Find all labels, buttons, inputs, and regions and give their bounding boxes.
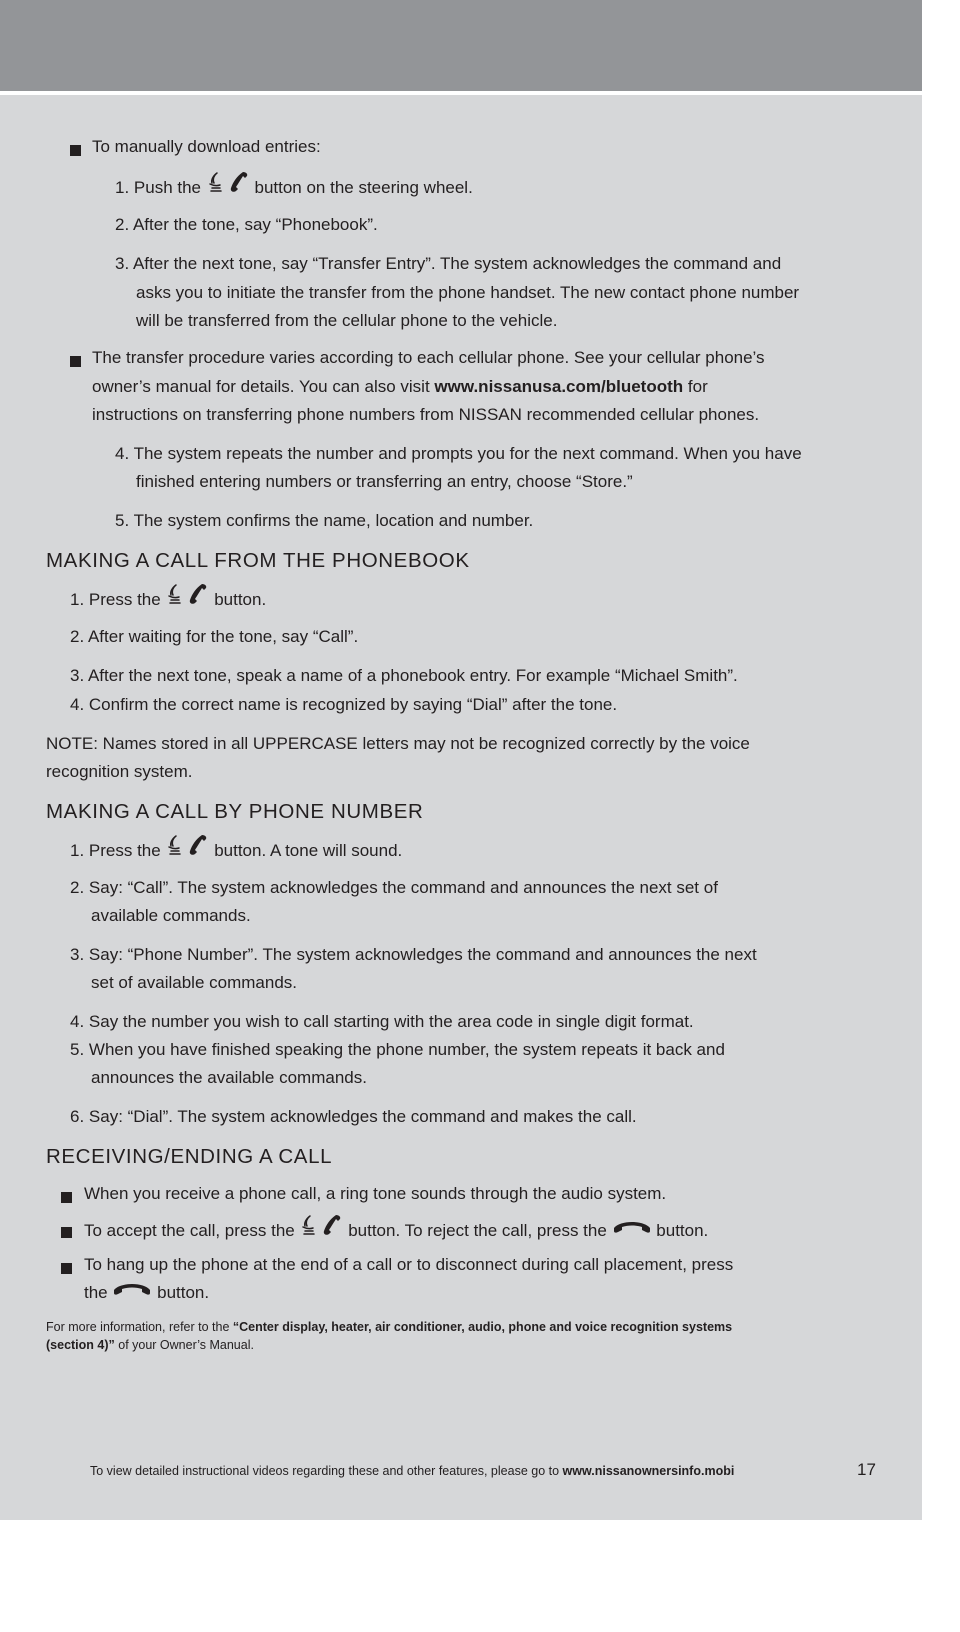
manual-step-3-line-2: asks you to initiate the transfer from the phone handset. The new contact phone number (136, 283, 800, 302)
voice-phone-icon (165, 583, 209, 612)
number-step-6: 6. Say: “Dial”. The system acknowledges the command and makes the call. (70, 1107, 637, 1126)
header-band (0, 0, 922, 91)
manual-step-4-line-1: 4. The system repeats the number and prompts you for the next command. When you have (115, 444, 802, 463)
step-text: button. A tone will sound. (214, 840, 403, 860)
manual-download-intro: To manually download entries: (92, 137, 321, 156)
section-heading-phone-number: MAKING A CALL BY PHONE NUMBER (46, 800, 424, 823)
section-heading-receiving: RECEIVING/ENDING A CALL (46, 1145, 333, 1168)
number-step-5-line-2: announces the available commands. (91, 1068, 367, 1087)
receiving-text: button. To reject the call, press the (348, 1220, 607, 1240)
step-text: 1. Push the (115, 177, 202, 197)
phonebook-step-3: 3. After the next tone, speak a name of a phonebook entry. For example “Michael Smith”. (70, 666, 738, 685)
step-text: button on the steering wheel. (254, 177, 473, 197)
number-step-2-line-1: 2. Say: “Call”. The system acknowledges the command and announces the next set of (70, 878, 718, 897)
phonebook-step-4: 4. Confirm the correct name is recognized by saying “Dial” after the tone. (70, 695, 618, 714)
transfer-note-line-2 (92, 375, 708, 399)
transfer-note-text: owner’s manual for details. You can also visit (92, 377, 430, 396)
receiving-text: To accept the call, press the (84, 1220, 295, 1240)
receiving-bullet-3-line-2 (84, 1281, 209, 1306)
number-step-1 (70, 837, 402, 866)
more-info-line-1 (46, 1318, 732, 1336)
step-text: 1. Press the (70, 589, 161, 609)
receiving-text: button. (157, 1283, 210, 1302)
section-heading-phonebook: MAKING A CALL FROM THE PHONEBOOK (46, 549, 470, 572)
voice-phone-icon (299, 1214, 343, 1243)
footer-note (90, 1462, 734, 1480)
bullet-square (61, 1192, 72, 1203)
manual-step-1 (115, 174, 473, 203)
bullet-square (61, 1263, 72, 1274)
footer-text: To view detailed instructional videos regarding these and other features, please go to (90, 1464, 560, 1478)
receiving-text: button. (656, 1220, 709, 1240)
more-info-text: of your Owner’s Manual. (118, 1338, 254, 1352)
phonebook-step-1 (70, 586, 266, 615)
more-info-reference: (section 4)” (46, 1338, 115, 1352)
manual-step-3-line-3: will be transferred from the cellular phone to the vehicle. (136, 311, 558, 330)
number-step-3-line-2: set of available commands. (91, 973, 297, 992)
bullet-square (70, 356, 81, 367)
manual-step-4-line-2: finished entering numbers or transferring an entry, choose “Store.” (136, 472, 633, 491)
phonebook-note-line-1: NOTE: Names stored in all UPPERCASE letters may not be recognized correctly by the voice (46, 734, 750, 753)
hang-up-icon (612, 1217, 652, 1241)
bullet-square (70, 145, 81, 156)
number-step-4: 4. Say the number you wish to call starting with the area code in single digit format. (70, 1012, 694, 1031)
receiving-text: the (84, 1283, 108, 1302)
transfer-note-line-1: The transfer procedure varies according to each cellular phone. See your cellular phone’s (92, 348, 765, 367)
more-info-reference: “Center display, heater, air conditioner, audio, phone and voice recognition systems (232, 1320, 733, 1334)
manual-step-5: 5. The system confirms the name, location and number. (115, 511, 534, 530)
transfer-note-text: for (687, 377, 708, 396)
number-step-3-line-1: 3. Say: “Phone Number”. The system acknowledges the command and announces the next (70, 945, 757, 964)
footer-url-link[interactable]: www.nissanownersinfo.mobi (562, 1464, 735, 1478)
receiving-bullet-1: When you receive a phone call, a ring tone sounds through the audio system. (84, 1184, 667, 1203)
content-panel (0, 95, 922, 1520)
more-info-text: For more information, refer to the (46, 1320, 230, 1334)
manual-step-2: 2. After the tone, say “Phonebook”. (115, 215, 378, 234)
hang-up-icon (112, 1279, 152, 1303)
more-info-line-2 (46, 1336, 254, 1354)
number-step-5-line-1: 5. When you have finished speaking the phone number, the system repeats it back and (70, 1040, 725, 1059)
phonebook-step-2: 2. After waiting for the tone, say “Call”. (70, 627, 359, 646)
bluetooth-link[interactable]: www.nissanusa.com/bluetooth (434, 377, 684, 396)
phonebook-note-line-2: recognition system. (46, 762, 193, 781)
step-text: 1. Press the (70, 840, 161, 860)
page-number: 17 (857, 1460, 876, 1479)
voice-phone-icon (206, 171, 250, 200)
receiving-bullet-3-line-1: To hang up the phone at the end of a call or to disconnect during call placement, press (84, 1255, 734, 1274)
bullet-square (61, 1227, 72, 1238)
manual-step-3-line-1: 3. After the next tone, say “Transfer Entry”. The system acknowledges the command and (115, 254, 782, 273)
voice-phone-icon (165, 834, 209, 863)
number-step-2-line-2: available commands. (91, 906, 251, 925)
step-text: button. (214, 589, 267, 609)
receiving-bullet-2 (84, 1217, 708, 1246)
transfer-note-line-3: instructions on transferring phone numbers from NISSAN recommended cellular phones. (92, 405, 760, 424)
